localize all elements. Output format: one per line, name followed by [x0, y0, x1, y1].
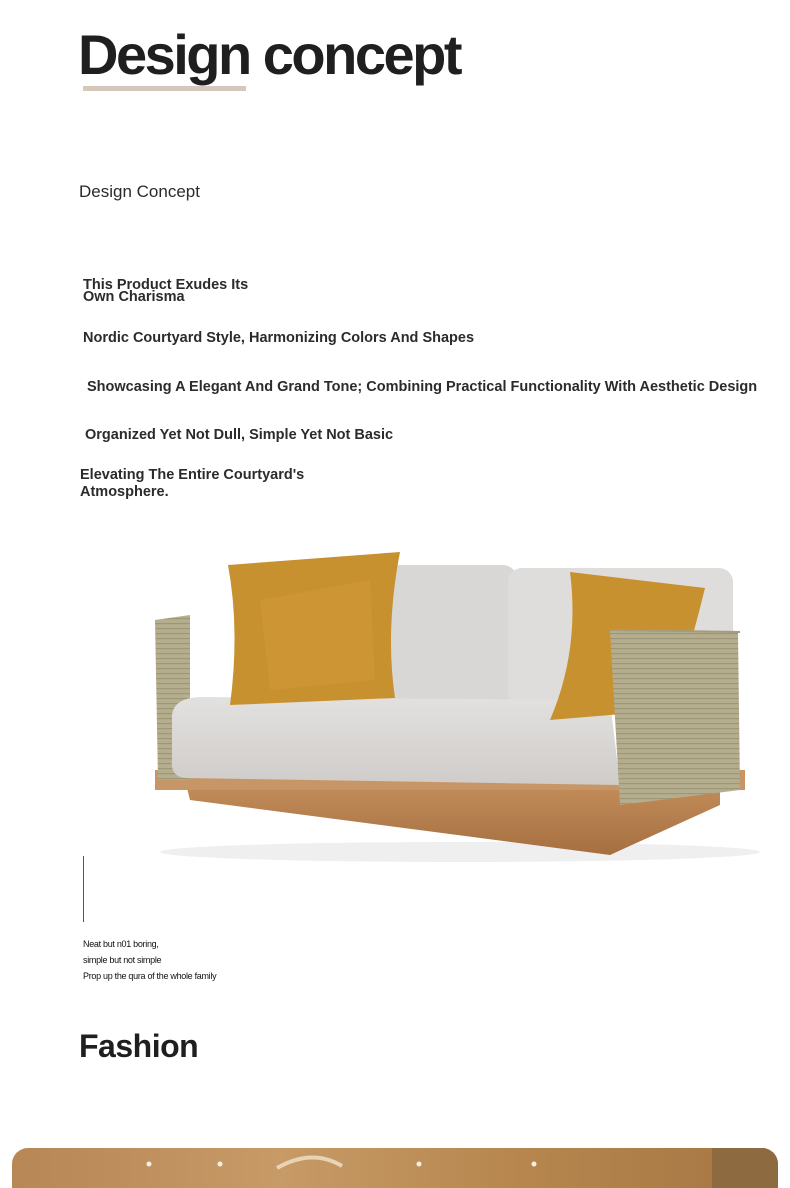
sofa-illustration — [130, 540, 770, 870]
caption-divider — [83, 856, 84, 922]
paragraph-elegant: Showcasing A Elegant And Grand Tone; Combining Practical Functionality With Aesthetic Design — [87, 379, 758, 395]
paragraph-organized: Organized Yet Not Dull, Simple Yet Not Basic — [85, 427, 394, 443]
paragraph-charisma-line1: This Product Exudes Its — [83, 277, 249, 293]
paragraph-charisma-line2: Own Charisma — [83, 289, 185, 305]
paragraph-elevating — [80, 467, 304, 501]
section-title-fashion: Fashion — [79, 1028, 199, 1064]
caption-line1: Neat but n01 boring, — [83, 939, 159, 949]
interior-photo-details — [12, 1148, 778, 1188]
paragraph-nordic: Nordic Courtyard Style, Harmonizing Colors And Shapes — [83, 330, 475, 346]
title-underline — [83, 86, 246, 91]
paragraph-charisma — [83, 279, 248, 303]
section-subtitle: Design Concept — [79, 182, 200, 201]
paragraph-elevating-line2: Atmosphere. — [80, 484, 169, 500]
caption-line2: simple but not simple — [83, 955, 162, 965]
page-title: Design concept — [78, 23, 460, 86]
caption-line3: Prop up the qura of the whole family — [83, 971, 217, 981]
paragraph-elevating-line1: Elevating The Entire Courtyard's — [80, 467, 305, 483]
interior-photo — [12, 1148, 778, 1188]
